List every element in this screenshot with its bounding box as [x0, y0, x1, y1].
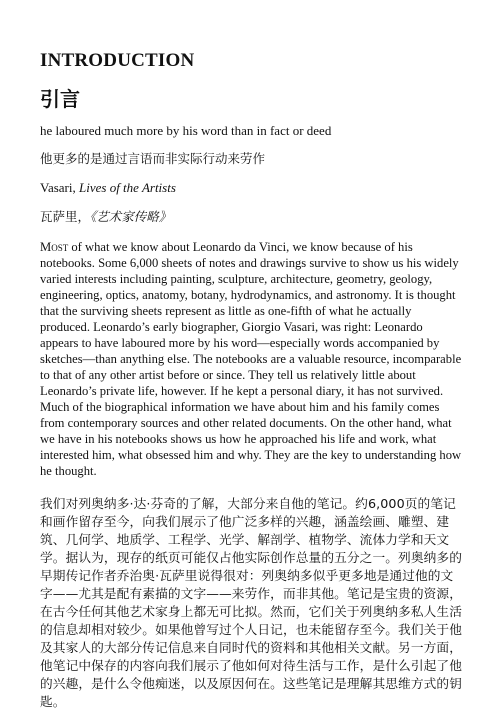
- source-english-title: Lives of the Artists: [79, 180, 176, 195]
- source-english: [40, 180, 464, 196]
- opening-word: Most: [40, 240, 69, 254]
- english-heading: INTRODUCTION: [40, 50, 195, 71]
- epigraph-chinese: 他更多的是通过言语而非实际行动来劳作: [40, 151, 266, 166]
- source-chinese-title: 《艺术家传略》: [90, 209, 172, 224]
- body-english-text: of what we know about Leonardo da Vinci, we know because of his notebooks. Some 6,000 sheets of notes and drawings survive to show us his widely varied interests including painting, sculpture, architecture, geometry, geology, engineering, optics, anatomy, botany, hydrodynamics, and astronomy. It is thought that the surviving sheets represent as little as one-fifth of what he actually produced. Leonardo’s early biographer, Giorgio Vasari, was right: Leonardo appears to have laboured more by his word—especially words accompanied by sketches—than anything else. The notebooks are a valuable resource, incomparable to that of any other artist before or since. They tell us relatively little about Leonardo’s private life, however. If he kept a personal diary, it has not survived. Much of the biographical information we have about him and his family comes from contemporary sources and other related documents. On the other hand, what we have in his notebooks shows us how he approached his life and work, what interested him, what obsessed him and why. They are the key to understanding how he thought.: [40, 240, 462, 478]
- body-paragraph-chinese: 我们对列奥纳多·达·芬奇的了解，大部分来自他的笔记。约6,000页的笔记和画作留存至今，向我们展示了他广泛多样的兴趣，涵盖绘画、雕塑、建筑、几何学、地质学、工程学、光学、解剖学、植物学、流体力学和天文学。据认为，现存的纸页可能仅占他实际创作总量的五分之一。列奥纳多的早期传记作者乔治奥·瓦萨里说得很对：列奥纳多似乎更多地是通过他的文字——尤其是配有素描的文字——来劳作，而非其他。笔记是宝贵的资源，在古今任何其他艺术家身上都无可比拟。然而，它们关于列奥纳多私人生活的信息却相对较少。如果他曾写过个人日记，也未能留存至今。我们关于他及其家人的大部分传记信息来自同时代的资料和其他相关文献。另一方面，他笔记中保存的内容向我们展示了他如何对待生活与工作，是什么引起了他的兴趣，是什么令他痴迷，以及原因何在。这些笔记是理解其思维方式的钥匙。: [40, 496, 462, 709]
- source-chinese: [40, 209, 464, 225]
- source-chinese-author: 瓦萨里，: [40, 209, 91, 224]
- epigraph-english: he laboured much more by his word than in fact or deed: [40, 123, 332, 138]
- page: [40, 50, 464, 711]
- source-english-author: Vasari,: [40, 180, 79, 195]
- body-paragraph-english: [40, 239, 464, 479]
- chinese-heading: 引言: [40, 87, 80, 111]
